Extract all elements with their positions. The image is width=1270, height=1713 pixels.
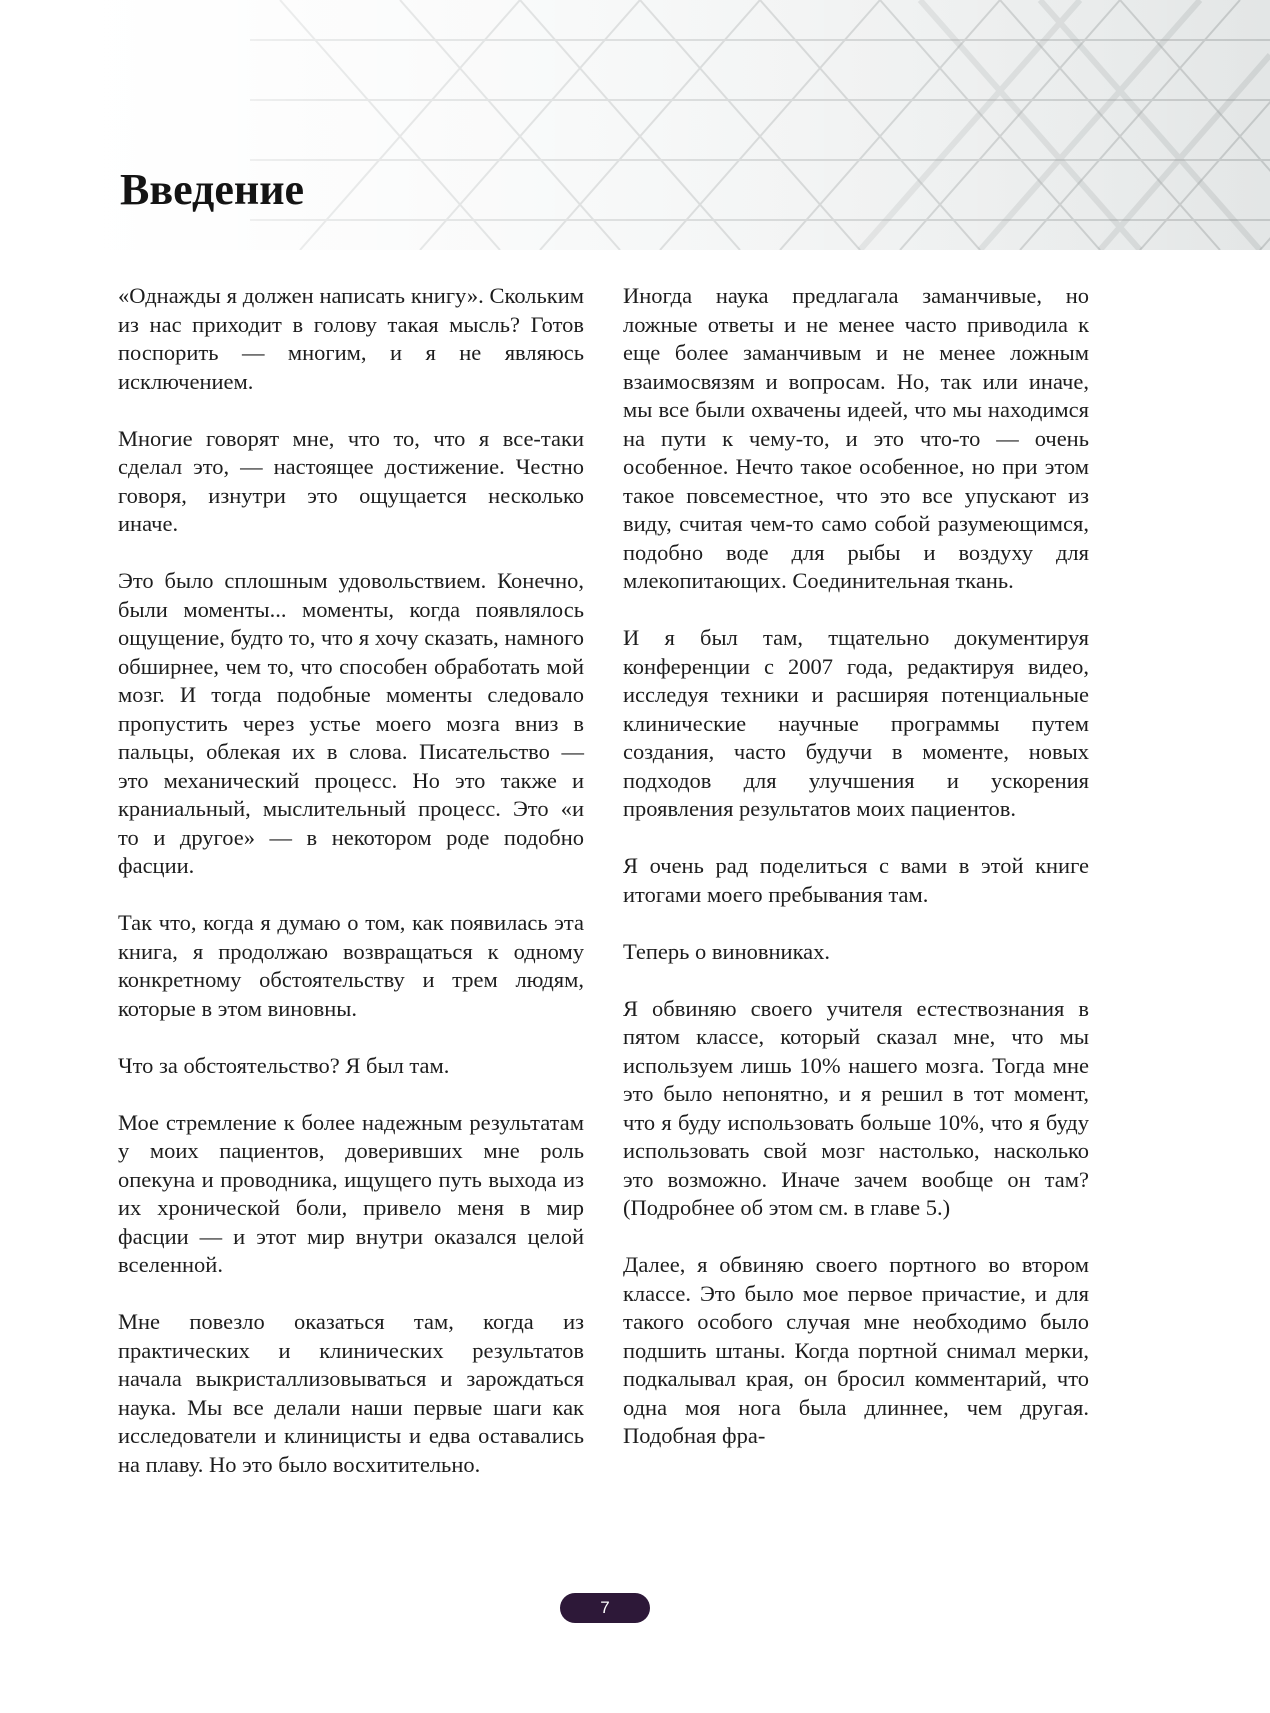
paragraph: Я обвиняю своего учителя естествознания в пятом классе, который сказал мне, что мы используем лишь 10% нашего мозга. Тогда мне это было непонятно, и я решил в тот момент, что я буду использовать больше 10%, что я буду использовать свой мозг настолько, насколько это возможно. Иначе зачем вообще он там? (Подробнее об этом см. в главе 5.)	[623, 995, 1089, 1220]
paragraph: Теперь о виновниках.	[623, 938, 831, 964]
paragraph: Многие говорят мне, что то, что я все-таки сделал это, — настоящее достижение. Честно говоря, изнутри это ощущается несколько иначе.	[118, 425, 584, 536]
paragraph: Это было сплошным удовольствием. Конечно, были моменты... моменты, когда появлялось ощущение, будто то, что я хочу сказать, намного обширнее, чем то, что способен обработать мой мозг. И тогда подобные моменты следовало пропустить через устье моего мозга вниз в пальцы, облекая их в слова. Писательство — это механический процесс. Но это также и краниальный, мыслительный процесс. Это «и то и другое» — в некотором роде подобно фасции.	[118, 568, 584, 878]
paragraph: Так что, когда я думаю о том, как появилась эта книга, я продолжаю возвращаться к одному конкретному обстоятельству и трем людям, которые в этом виновны.	[118, 910, 584, 1021]
paragraph: «Однажды я должен написать книгу». Скольким из нас приходит в голову такая мысль? Готов поспорить — многим, и я не являюсь исключением.	[118, 283, 584, 394]
paragraph: И я был там, тщательно документируя конференции с 2007 года, редактируя видео, исследуя техники и расширяя потенциальные клинические научные программы путем создания, часто будучи в моменте, новых подходов для улучшения и ускорения проявления результатов моих пациентов.	[623, 625, 1089, 821]
page-number-badge: 7	[560, 1593, 650, 1623]
text-column-left	[118, 282, 584, 1508]
paragraph: Мое стремление к более надежным результатам у моих пациентов, доверивших мне роль опекуна и проводника, ищущего путь выхода из их хронической боли, привело меня в мир фасции — и этот мир внутри оказался целой вселенной.	[118, 1109, 584, 1277]
paragraph: Мне повезло оказаться там, когда из практических и клинических результатов начала выкристаллизовываться и зарождаться наука. Мы все делали наши первые шаги как исследователи и клиницисты и едва оставались на плаву. Но это было восхитительно.	[118, 1309, 584, 1477]
paragraph: Иногда наука предлагала заманчивые, но ложные ответы и не менее часто приводила к еще более заманчивым и не менее ложным взаимосвязям и вопросам. Но, так или иначе, мы все были охвачены идеей, что мы находимся на пути к чему-то, и это что-то — очень особенное. Нечто такое особенное, но при этом такое повсеместное, что это все упускают из виду, считая чем-то само собой разумеющимся, подобно воде для рыбы и воздуху для млекопитающих. Соединительная ткань.	[623, 283, 1089, 593]
paragraph: Что за обстоятельство? Я был там.	[118, 1052, 450, 1078]
paragraph: Далее, я обвиняю своего портного во втором классе. Это было мое первое причастие, и для такого особого случая мне необходимо было подшить штаны. Когда портной снимал мерки, подкалывал края, он бросил комментарий, что одна моя нога была длиннее, чем другая. Подобная фра-	[623, 1252, 1089, 1448]
text-column-right	[623, 282, 1089, 1479]
chapter-header-band	[0, 0, 1270, 250]
paragraph: Я очень рад поделиться с вами в этой книге итогами моего пребывания там.	[623, 853, 1089, 907]
page-title: Введение	[120, 165, 305, 214]
